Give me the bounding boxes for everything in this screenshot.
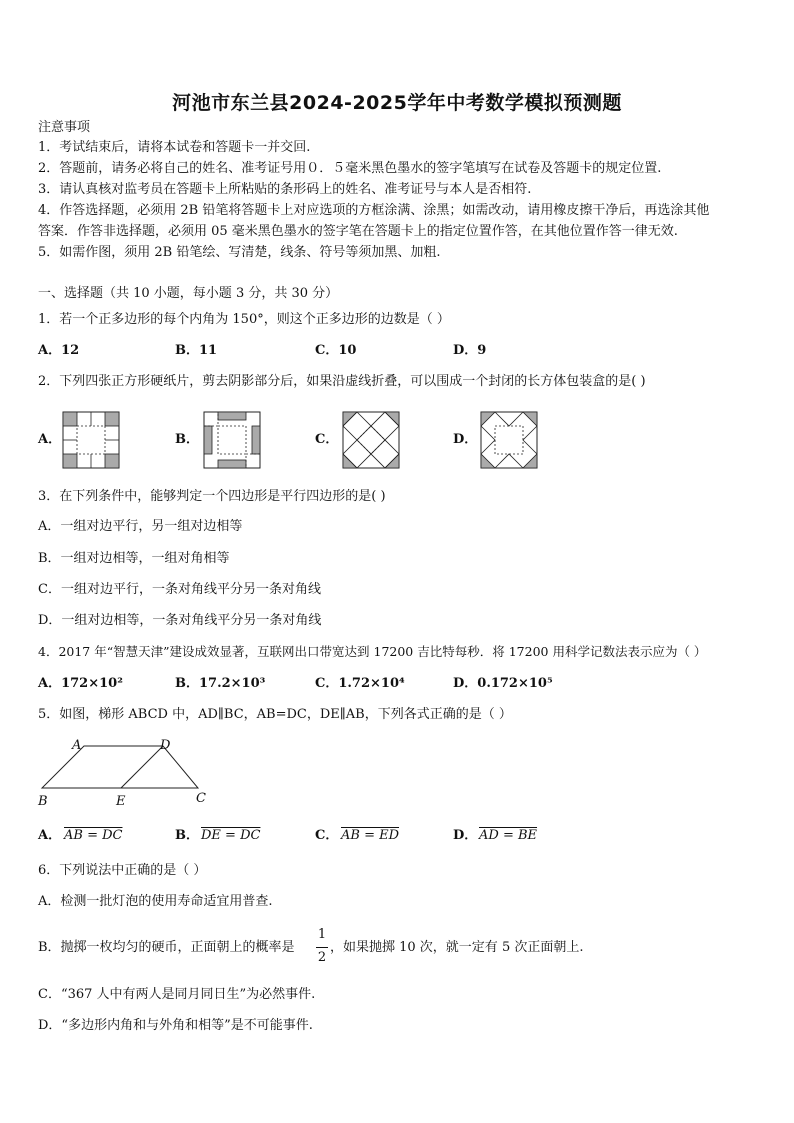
q5-vertex-label: C <box>196 791 206 806</box>
notice-item: 4．作答选择题，必须用 2B 铅笔将答题卡上对应选项的方框涂满、涂黑；如需改动，请用橡皮擦干净后，再选涂其他 <box>38 203 710 218</box>
q5-vertex-label: D <box>160 738 171 753</box>
q2-figure-d <box>480 411 538 469</box>
q6-option-b-prefix: B．抛掷一枚均匀的硬币，正面朝上的概率是 <box>38 940 295 955</box>
q6-option-c: C．“367 人中有两人是同月同日生”为必然事件. <box>38 987 316 1002</box>
q4-option-d: D．0.172×10⁵ <box>453 676 553 691</box>
q5-option-d-letter: D． <box>453 828 478 843</box>
question-6-stem: 6．下列说法中正确的是（ ） <box>38 863 207 878</box>
q5-option-c: AB = ED <box>341 828 400 843</box>
question-3-stem: 3．在下列条件中，能够判定一个四边形是平行四边形的是( ) <box>38 489 386 504</box>
notice-item: 5．如需作图，须用 2B 铅笔绘、写清楚，线条、符号等须加黑、加粗. <box>38 245 441 260</box>
q5-vertex-label: A <box>72 738 82 753</box>
q5-vertex-label: E <box>116 794 126 809</box>
q1-option-b: B．11 <box>175 343 218 358</box>
notice-item: 3．请认真核对监考员在答题卡上所粘贴的条形码上的姓名、准考证号与本人是否相符. <box>38 182 532 197</box>
q1-option-c: C．10 <box>315 343 357 358</box>
section-heading: 一、选择题（共 10 小题，每小题 3 分，共 30 分） <box>38 286 339 301</box>
q2-figure-c <box>342 411 400 469</box>
q4-option-a: A．172×10² <box>38 676 123 691</box>
q5-vertex-label: B <box>38 794 48 809</box>
q2-figure-a <box>62 411 120 469</box>
q3-option-b: B．一组对边相等，一组对角相等 <box>38 551 230 566</box>
q3-option-c: C．一组对边平行，一条对角线平分另一条对角线 <box>38 582 321 597</box>
q2-label-c: C． <box>315 432 339 447</box>
q2-label-d: D． <box>453 432 478 447</box>
q5-option-b: DE = DC <box>201 828 261 843</box>
q6-option-a: A．检测一批灯泡的使用寿命适宜用普查. <box>38 894 273 909</box>
question-2-stem: 2．下列四张正方形硬纸片，剪去阴影部分后，如果沿虚线折叠，可以围成一个封闭的长方体包装盒的是( ) <box>38 374 646 389</box>
notice-item: 2．答题前，请务必将自己的姓名、准考证号用０．５毫米黑色墨水的签字笔填写在试卷及答题卡的规定位置. <box>38 161 662 176</box>
notice-item: 1．考试结束后，请将本试卷和答题卡一并交回. <box>38 140 311 155</box>
q2-label-a: A． <box>38 432 62 447</box>
q2-label-b: B． <box>175 432 199 447</box>
q5-option-d: AD = BE <box>479 828 538 843</box>
q3-option-d: D．一组对边相等，一条对角线平分另一条对角线 <box>38 613 322 628</box>
q5-option-a: AB = DC <box>64 828 123 843</box>
q6-option-d: D．“多边形内角和与外角和相等”是不可能事件. <box>38 1018 313 1033</box>
exam-title: 河池市东兰县2024-2025学年中考数学模拟预测题 <box>172 92 622 114</box>
q6-fraction-denominator: 2 <box>317 950 327 965</box>
q2-figure-b <box>203 411 261 469</box>
q6-fraction-bar <box>316 947 328 948</box>
q1-option-d: D．9 <box>453 343 487 358</box>
q1-option-a: A．12 <box>38 343 80 358</box>
q4-option-c: C．1.72×10⁴ <box>315 676 405 691</box>
notice-heading: 注意事项 <box>38 120 91 135</box>
q4-option-b: B．17.2×10³ <box>175 676 266 691</box>
q6-option-b-suffix: ，如果抛掷 10 次，就一定有 5 次正面朝上. <box>330 940 584 955</box>
question-4-stem: 4．2017 年“智慧天津”建设成效显著，互联网出口带宽达到 17200 吉比特每秒．将 17200 用科学记数法表示应为（ ） <box>38 644 707 659</box>
question-1-stem: 1．若一个正多边形的每个内角为 150°，则这个正多边形的边数是（ ） <box>38 312 450 327</box>
question-5-stem: 5．如图，梯形 ABCD 中，AD∥BC，AB=DC，DE∥AB，下列各式正确的是（ ） <box>38 707 512 722</box>
q5-option-c-letter: C． <box>315 828 339 843</box>
notice-item: 答案．作答非选择题，必须用 05 毫米黑色墨水的签字笔在答题卡上的指定位置作答，在其他位置作答一律无效. <box>38 224 678 239</box>
q5-option-a-letter: A． <box>38 828 62 843</box>
q3-option-a: A．一组对边平行，另一组对边相等 <box>38 519 243 534</box>
q5-option-b-letter: B． <box>175 828 199 843</box>
q6-fraction-numerator: 1 <box>317 927 327 942</box>
